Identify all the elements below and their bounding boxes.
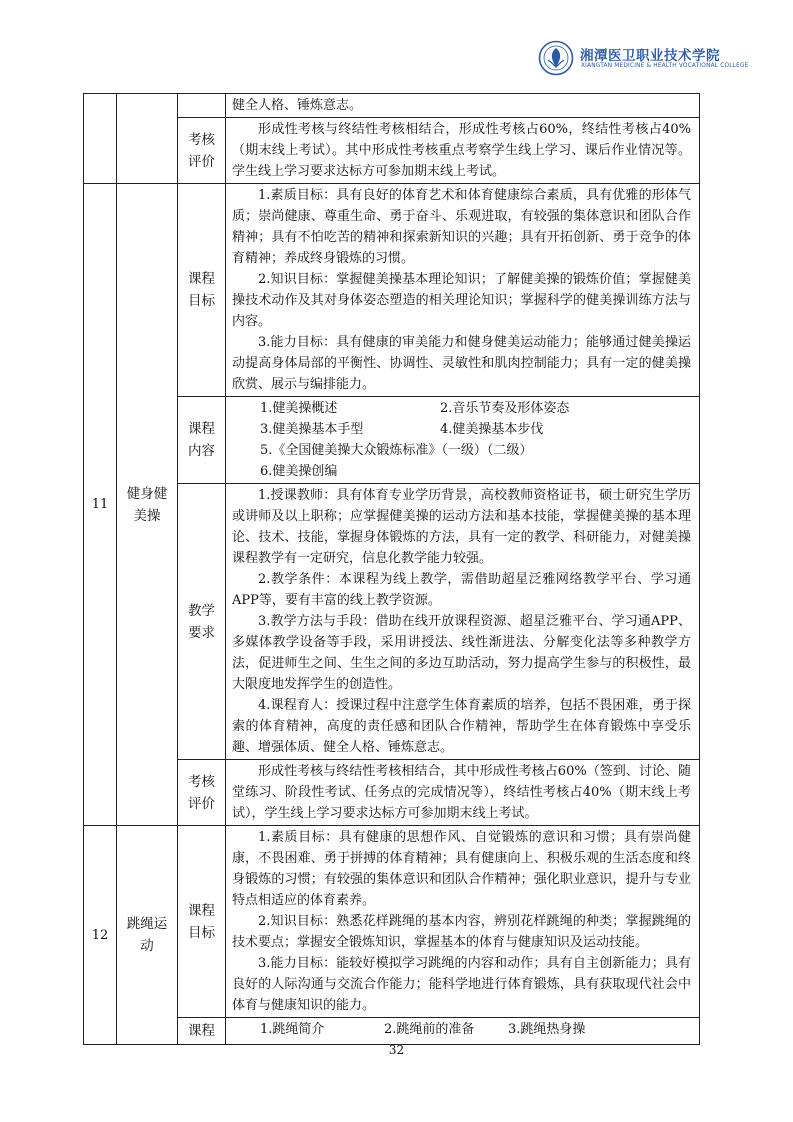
course-index: 11 [84,184,117,826]
requirement-paragraph: 2.教学条件：本课程为线上教学，需借助超星泛雅网络教学平台、学习通APP等，要有丰富的线上教学资源。 [232,572,691,608]
row-label: 课程内容 [178,397,226,484]
table-row [84,94,700,118]
course-name: 跳绳运动 [117,826,178,1045]
list-item: 3.健美操基本手型 [260,422,364,437]
requirement-paragraph: 4.课程育人：授课过程中注意学生体育素质的培养，包括不畏困难，勇于探索的体育精神，高度的责任感和团队合作精神，帮助学生在体育锻炼中享受乐趣、增强体质、健全人格、锤炼意志。 [232,698,691,755]
content-list [232,398,691,482]
school-name-cn: 湘潭医卫职业技术学院 [580,48,720,64]
content-cell [226,184,700,397]
school-name-en: XIANGTAN MEDICINE & HEALTH VOCATIONAL COLLEGE [581,63,749,69]
objective-paragraph: 3.能力目标：具有健康的审美能力和健身健美运动能力；能够通过健美操运动提高身体局部的平衡性、协调性、灵敏性和肌肉控制能力；具有一定的健美操欣赏、展示与编排能力。 [232,335,691,392]
list-item: 1.健美操概述 [260,401,338,416]
content-cell [226,118,700,184]
list-item: 5.《全国健美操大众锻炼标准》（一级）（二级） [260,443,533,458]
requirement-paragraph: 1.授课教师：具有体育专业学历背景，高校教师资格证书，硕士研究生学历或讲师及以上职称；应掌握健美操的运动方法和基本技能，掌握健美操的基本理论、技术、技能，掌握身体锻炼的方法，具有一定的教学、科研能力，对健美操课程教学有一定研究，信息化教学能力较强。 [232,488,691,566]
list-item: 3.跳绳热身操 [508,1022,586,1037]
assessment-text: 形成性考核与终结性考核相结合，形成性考核占60%，终结性考核占40%（期末线上考试）。其中形成性考核重点考察学生线上学习、课后作业情况等。学生线上学习要求达标方可参加期末线上考试。 [232,122,691,179]
course-cell-prev [117,94,178,184]
content-cell [226,484,700,760]
list-item: 1.跳绳简介 [260,1022,325,1037]
content-cell [226,760,700,826]
objective-paragraph: 3.能力目标：能较好模拟学习跳绳的内容和动作；具有自主创新能力；具有良好的人际沟通与交流合作能力；能科学地进行体育锻炼，具有获取现代社会中体育与健康知识的能力。 [232,956,691,1013]
row-label: 教学要求 [178,484,226,760]
objective-paragraph: 2.知识目标：熟悉花样跳绳的基本内容，辨别花样跳绳的种类；掌握跳绳的技术要点；掌握安全锻炼知识，掌握基本的体育与健康知识及运动技能。 [232,914,691,950]
row-label: 考核评价 [178,118,226,184]
label-cell-prev [178,94,226,118]
content-list [232,1019,691,1040]
table-row [84,184,700,397]
content-cell [226,94,700,118]
content-cell [226,397,700,484]
school-emblem-icon [538,40,574,76]
list-item: 4.健美操基本步伐 [440,422,544,437]
course-name: 健身健美操 [117,184,178,826]
requirement-paragraph: 3.教学方法与手段：借助在线开放课程资源、超星泛雅平台、学习通APP、多媒体教学设备等手段，采用讲授法、线性渐进法、分解变化法等多种教学方法，促进师生之间、生生之间的多边互助活动，努力提高学生参与的积极性，最大限度地发挥学生的创造性。 [232,614,691,692]
row-label: 课程目标 [178,826,226,1018]
continued-text: 健全人格、锤炼意志。 [232,98,363,113]
page-number: 32 [388,1043,405,1057]
row-label: 课程 [178,1018,226,1045]
list-item: 6.健美操创编 [260,464,338,479]
assessment-text: 形成性考核与终结性考核相结合，其中形成性考核占60%（签到、讨论、随堂练习、阶段性考试、任务点的完成情况等），终结性考核占40%（期末线上考试），学生线上学习要求达标方可参加期末线上考试。 [232,764,691,821]
objective-paragraph: 1.素质目标：具有良好的体育艺术和体育健康综合素质，具有优雅的形体气质；崇尚健康、尊重生命、勇于奋斗、乐观进取，有较强的集体意识和团队合作精神；具有不怕吃苦的精神和探索新知识的兴趣；具有开拓创新、勇于竞争的体育精神；养成终身锻炼的习惯。 [232,188,691,266]
course-index: 12 [84,826,117,1045]
index-cell-prev [84,94,117,184]
curriculum-table [83,93,700,1045]
row-label: 考核评价 [178,760,226,826]
objective-paragraph: 1.素质目标：具有健康的思想作风、自觉锻炼的意识和习惯；具有崇尚健康，不畏困难、勇于拼搏的体育精神；具有健康向上、积极乐观的生活态度和终身锻炼的习惯；有较强的集体意识和团队合作精神；强化职业意识，提升与专业特点相适应的体育素养。 [232,830,691,908]
list-item: 2.音乐节奏及形体姿态 [440,401,570,416]
content-cell [226,826,700,1018]
table-row [84,826,700,1018]
school-logo [538,40,770,76]
content-cell [226,1018,700,1045]
list-item: 2.跳绳前的准备 [384,1022,475,1037]
objective-paragraph: 2.知识目标：掌握健美操基本理论知识；了解健美操的锻炼价值；掌握健美操技术动作及其对身体姿态塑造的相关理论知识；掌握科学的健美操训练方法与内容。 [232,272,691,329]
row-label: 课程目标 [178,184,226,397]
